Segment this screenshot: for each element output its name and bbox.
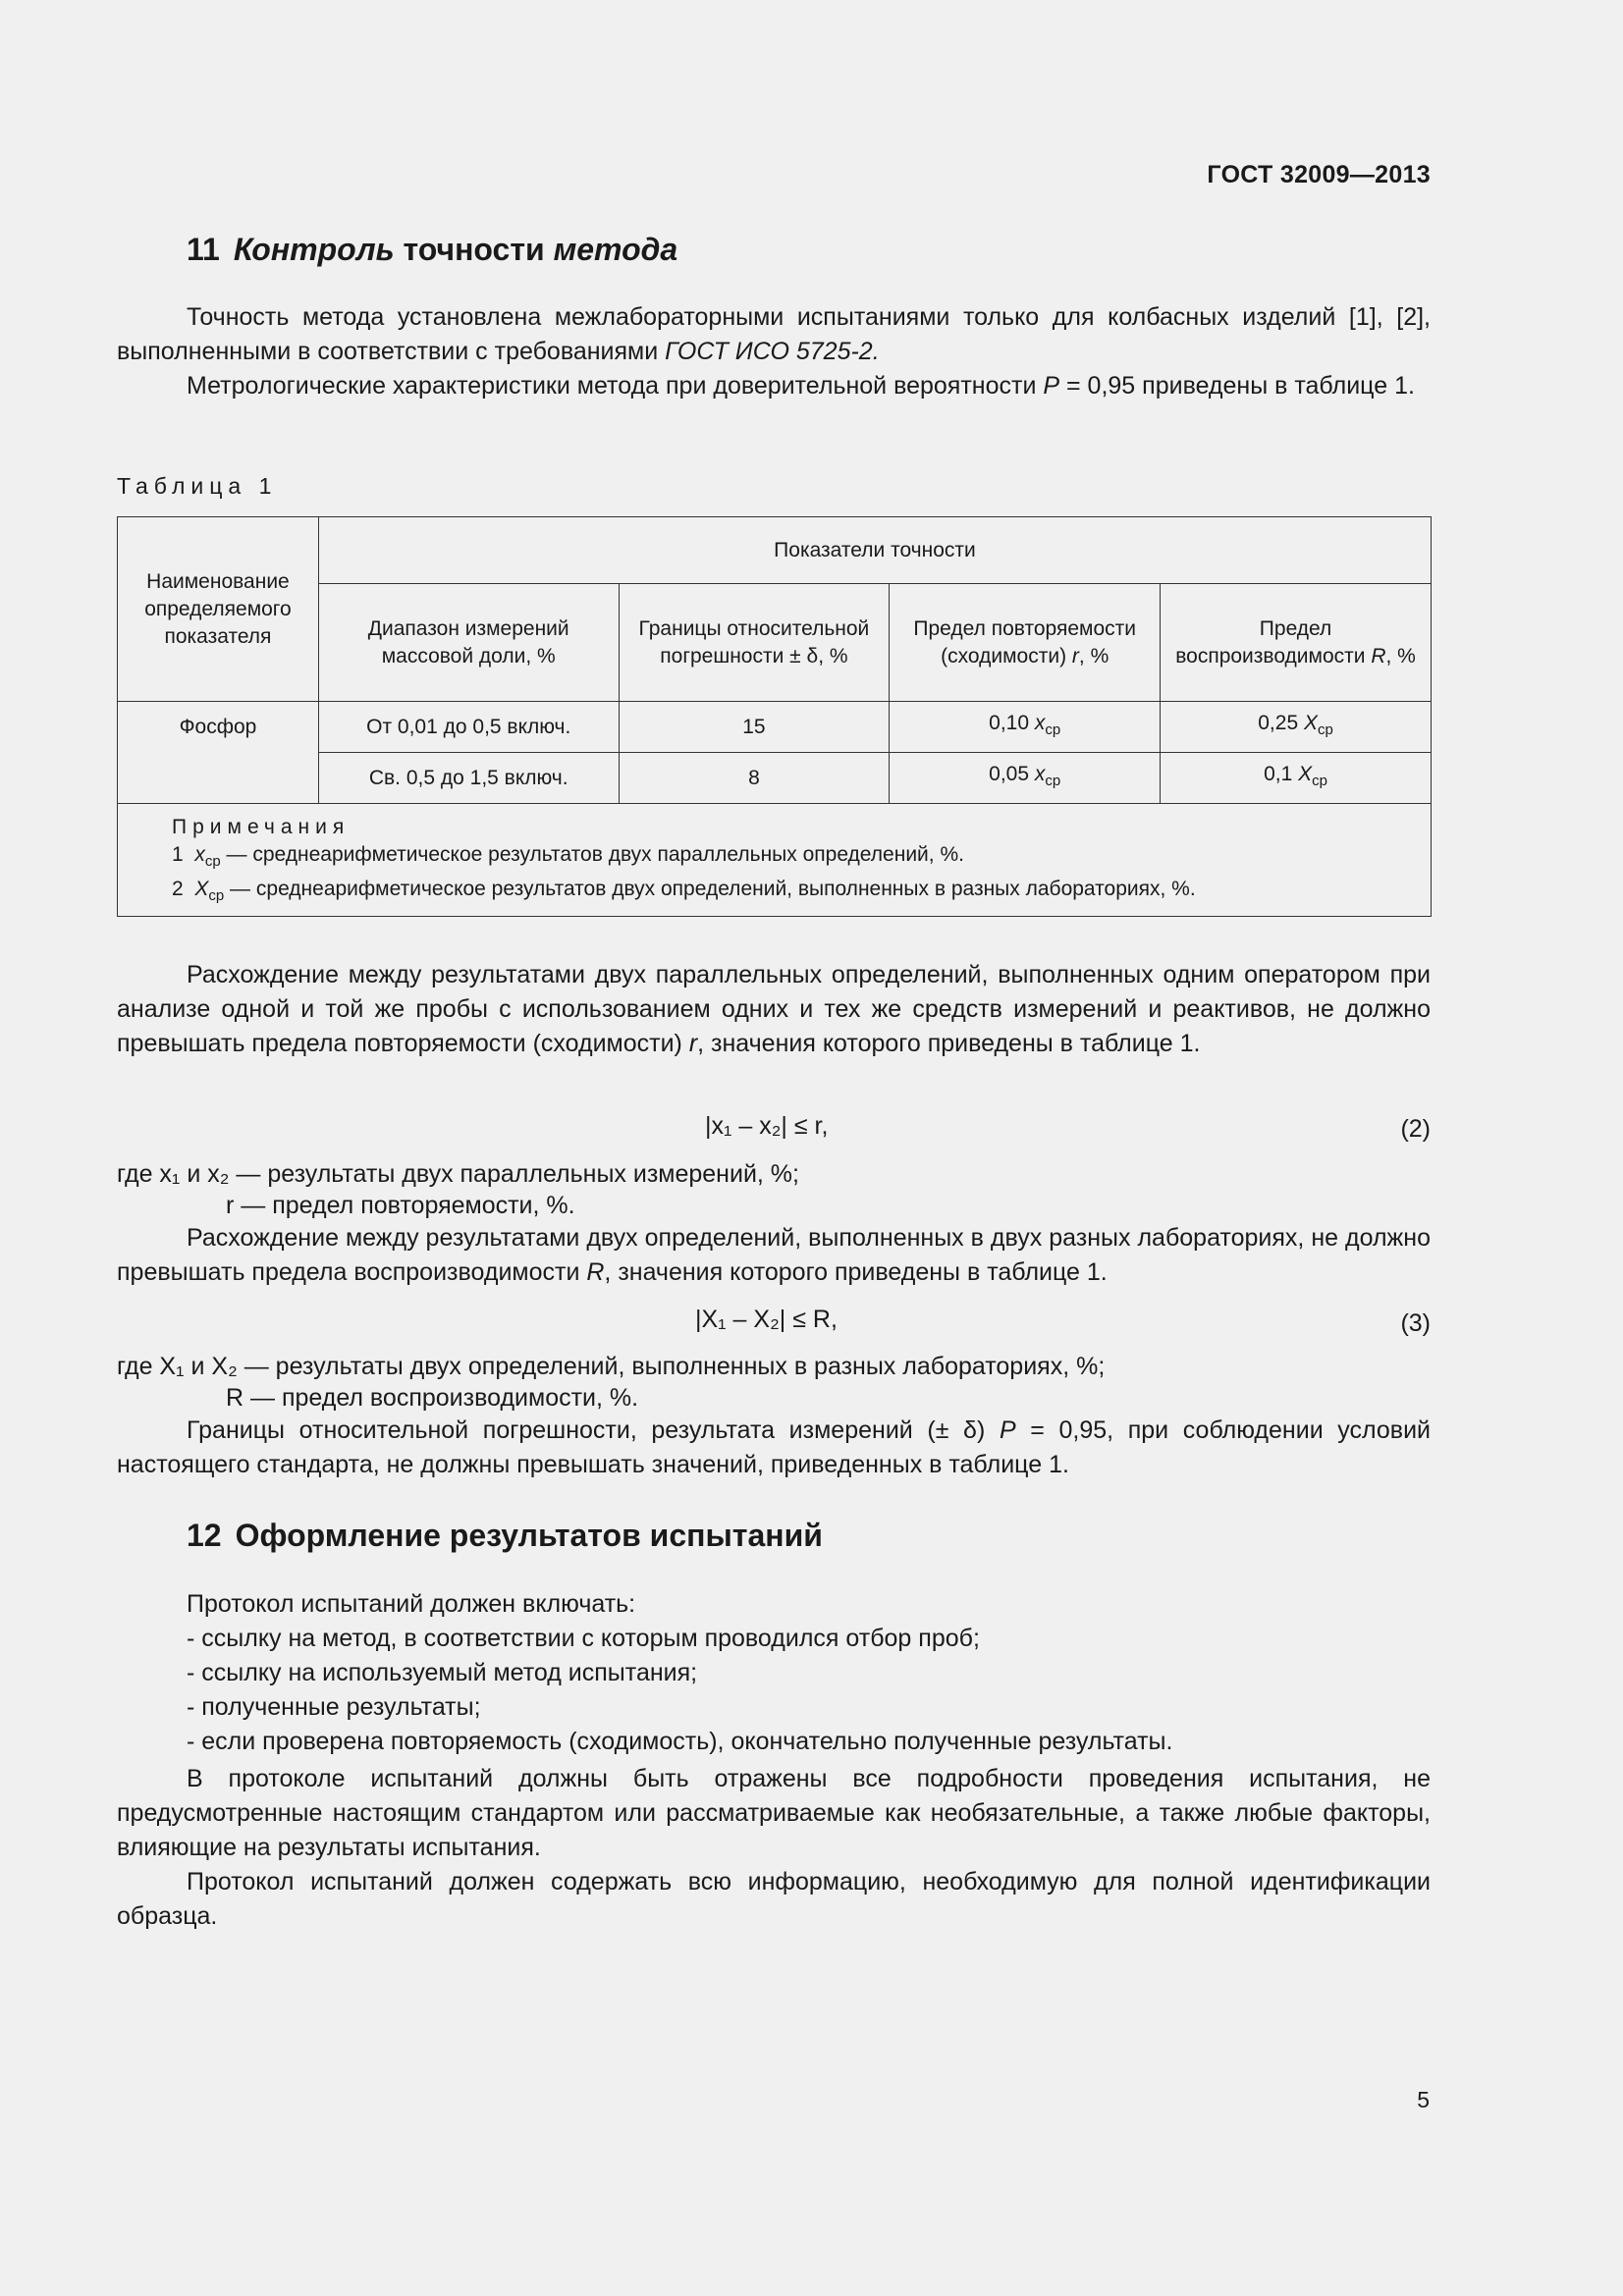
table-caption: Таблица 1 (117, 473, 278, 499)
paragraph-text: = 0,95 приведены в таблице 1. (1059, 372, 1415, 400)
table-cell: 8 (619, 753, 890, 804)
paragraph-text: , значения которого приведены в таблице 1. (697, 1030, 1201, 1057)
standard-reference: ГОСТ ИСО 5725-2. (665, 338, 880, 365)
note-2: 2 $X_{ср}$ — среднеарифметическое результатов двух определений, выполненных в разных лабораториях, %. (172, 878, 1196, 905)
table-cell: 0,1 $X_{ср}$ (1161, 753, 1432, 804)
list-item: - если проверена повторяемость (сходимость), окончательно полученные результаты. (187, 1728, 1173, 1755)
paragraph-accuracy (117, 300, 1431, 369)
paragraph-text: Точность метода установлена межлабораторными испытаниями только для колбасных изделий [1], [2], выполненными в соответствии с требованиями (117, 303, 1431, 365)
protocol-intro: Протокол испытаний должен включать: (187, 1590, 636, 1618)
variable: P (1043, 372, 1060, 400)
header-reproducibility: Предел воспроизводимости R, % (1161, 584, 1432, 702)
paragraph-protocol-identification: Протокол испытаний должен содержать всю информацию, необходимую для полной идентификации образца. (117, 1868, 1431, 1930)
document-id: ГОСТ 32009—2013 (1207, 161, 1431, 188)
where-2-line1: где x₁ и x₂ — результаты двух параллельных измерений, %; (117, 1160, 799, 1188)
formula-2-number: (2) (1400, 1115, 1431, 1143)
paragraph-repeatability (117, 958, 1431, 1061)
formula-2: |x₁ – x₂| ≤ r, (705, 1112, 829, 1140)
formula-3-number: (3) (1400, 1309, 1431, 1337)
paragraph-text: = 0,95, при соблюдении условий настоящего стандарта, не должны превышать значений, приведенных в таблице 1. (117, 1416, 1431, 1478)
list-item: - полученные результаты; (187, 1693, 481, 1721)
paragraph-text: , значения которого приведены в таблице 1. (604, 1258, 1108, 1286)
header-repeatability: Предел повторяемости (сходимости) r, % (890, 584, 1161, 702)
section-number: 11 (187, 232, 220, 267)
table-cell: 0,05 $x_{ср}$ (890, 753, 1161, 804)
table-cell: 15 (619, 702, 890, 753)
paragraph-text: Метрологические характеристики метода при доверительной вероятности (187, 372, 1044, 400)
header-group: Показатели точности (318, 517, 1431, 584)
formula-3: |X₁ – X₂| ≤ R, (695, 1306, 838, 1333)
variable: r (688, 1030, 698, 1057)
page-number: 5 (1417, 2087, 1430, 2112)
paragraph-reproducibility (117, 1221, 1431, 1290)
header-bounds: Границы относительной погрешности ± δ, % (619, 584, 890, 702)
where-3-line2: R — предел воспроизводимости, %. (226, 1384, 639, 1412)
table-notes (118, 804, 1432, 917)
variable: R (586, 1258, 605, 1286)
variable: P (999, 1416, 1016, 1444)
title-italic-2: метода (553, 232, 678, 267)
header-name: Наименование определяемого показателя (118, 517, 319, 702)
notes-title: Примечания (172, 816, 351, 838)
paragraph-text: Расхождение между результатами двух определений, выполненных в двух разных лабораториях, не должно превышать предела воспроизводимости (117, 1224, 1431, 1286)
note-1: 1 $x_{ср}$ — среднеарифметическое результатов двух параллельных определений, %. (172, 843, 964, 871)
section-number: 12 (187, 1518, 222, 1553)
accuracy-table (117, 516, 1432, 917)
where-3-line1: где X₁ и X₂ — результаты двух определений, выполненных в разных лабораториях, %; (117, 1353, 1106, 1380)
paragraph-metrology (117, 369, 1431, 403)
title-normal: точности (394, 232, 554, 267)
list-item: - ссылку на используемый метод испытания; (187, 1659, 698, 1686)
table-cell: Св. 0,5 до 1,5 включ. (318, 753, 619, 804)
paragraph-text: Расхождение между результатами двух параллельных определений, выполненных одним оператором при анализе одной и той же пробы с использованием одних и тех же средств измерений и реактивов, не должно превышать предела повторяемости (сходимости) (117, 961, 1431, 1057)
paragraph-error-bounds (117, 1414, 1431, 1482)
table-cell: От 0,01 до 0,5 включ. (318, 702, 619, 753)
list-item: - ссылку на метод, в соответствии с которым проводился отбор проб; (187, 1625, 980, 1652)
cell-substance: Фосфор (118, 702, 319, 804)
where-2-line2: r — предел повторяемости, %. (226, 1192, 575, 1219)
table-cell: 0,25 $X_{ср}$ (1161, 702, 1432, 753)
section-title-text: Оформление результатов испытаний (235, 1518, 823, 1553)
paragraph-protocol-details: В протоколе испытаний должны быть отражены все подробности проведения испытания, не предусмотренные настоящим стандартом или рассматриваемые как необязательные, а также любые факторы, влияющие на результаты испытания. (117, 1765, 1431, 1861)
section-11-title (187, 232, 677, 268)
section-12-title (187, 1518, 823, 1554)
table-cell: 0,10 $x_{ср}$ (890, 702, 1161, 753)
header-range: Диапазон измерений массовой доли, % (318, 584, 619, 702)
title-italic-1: Контроль (233, 232, 395, 267)
paragraph-text: Границы относительной погрешности, результата измерений (± δ) (187, 1416, 1000, 1444)
